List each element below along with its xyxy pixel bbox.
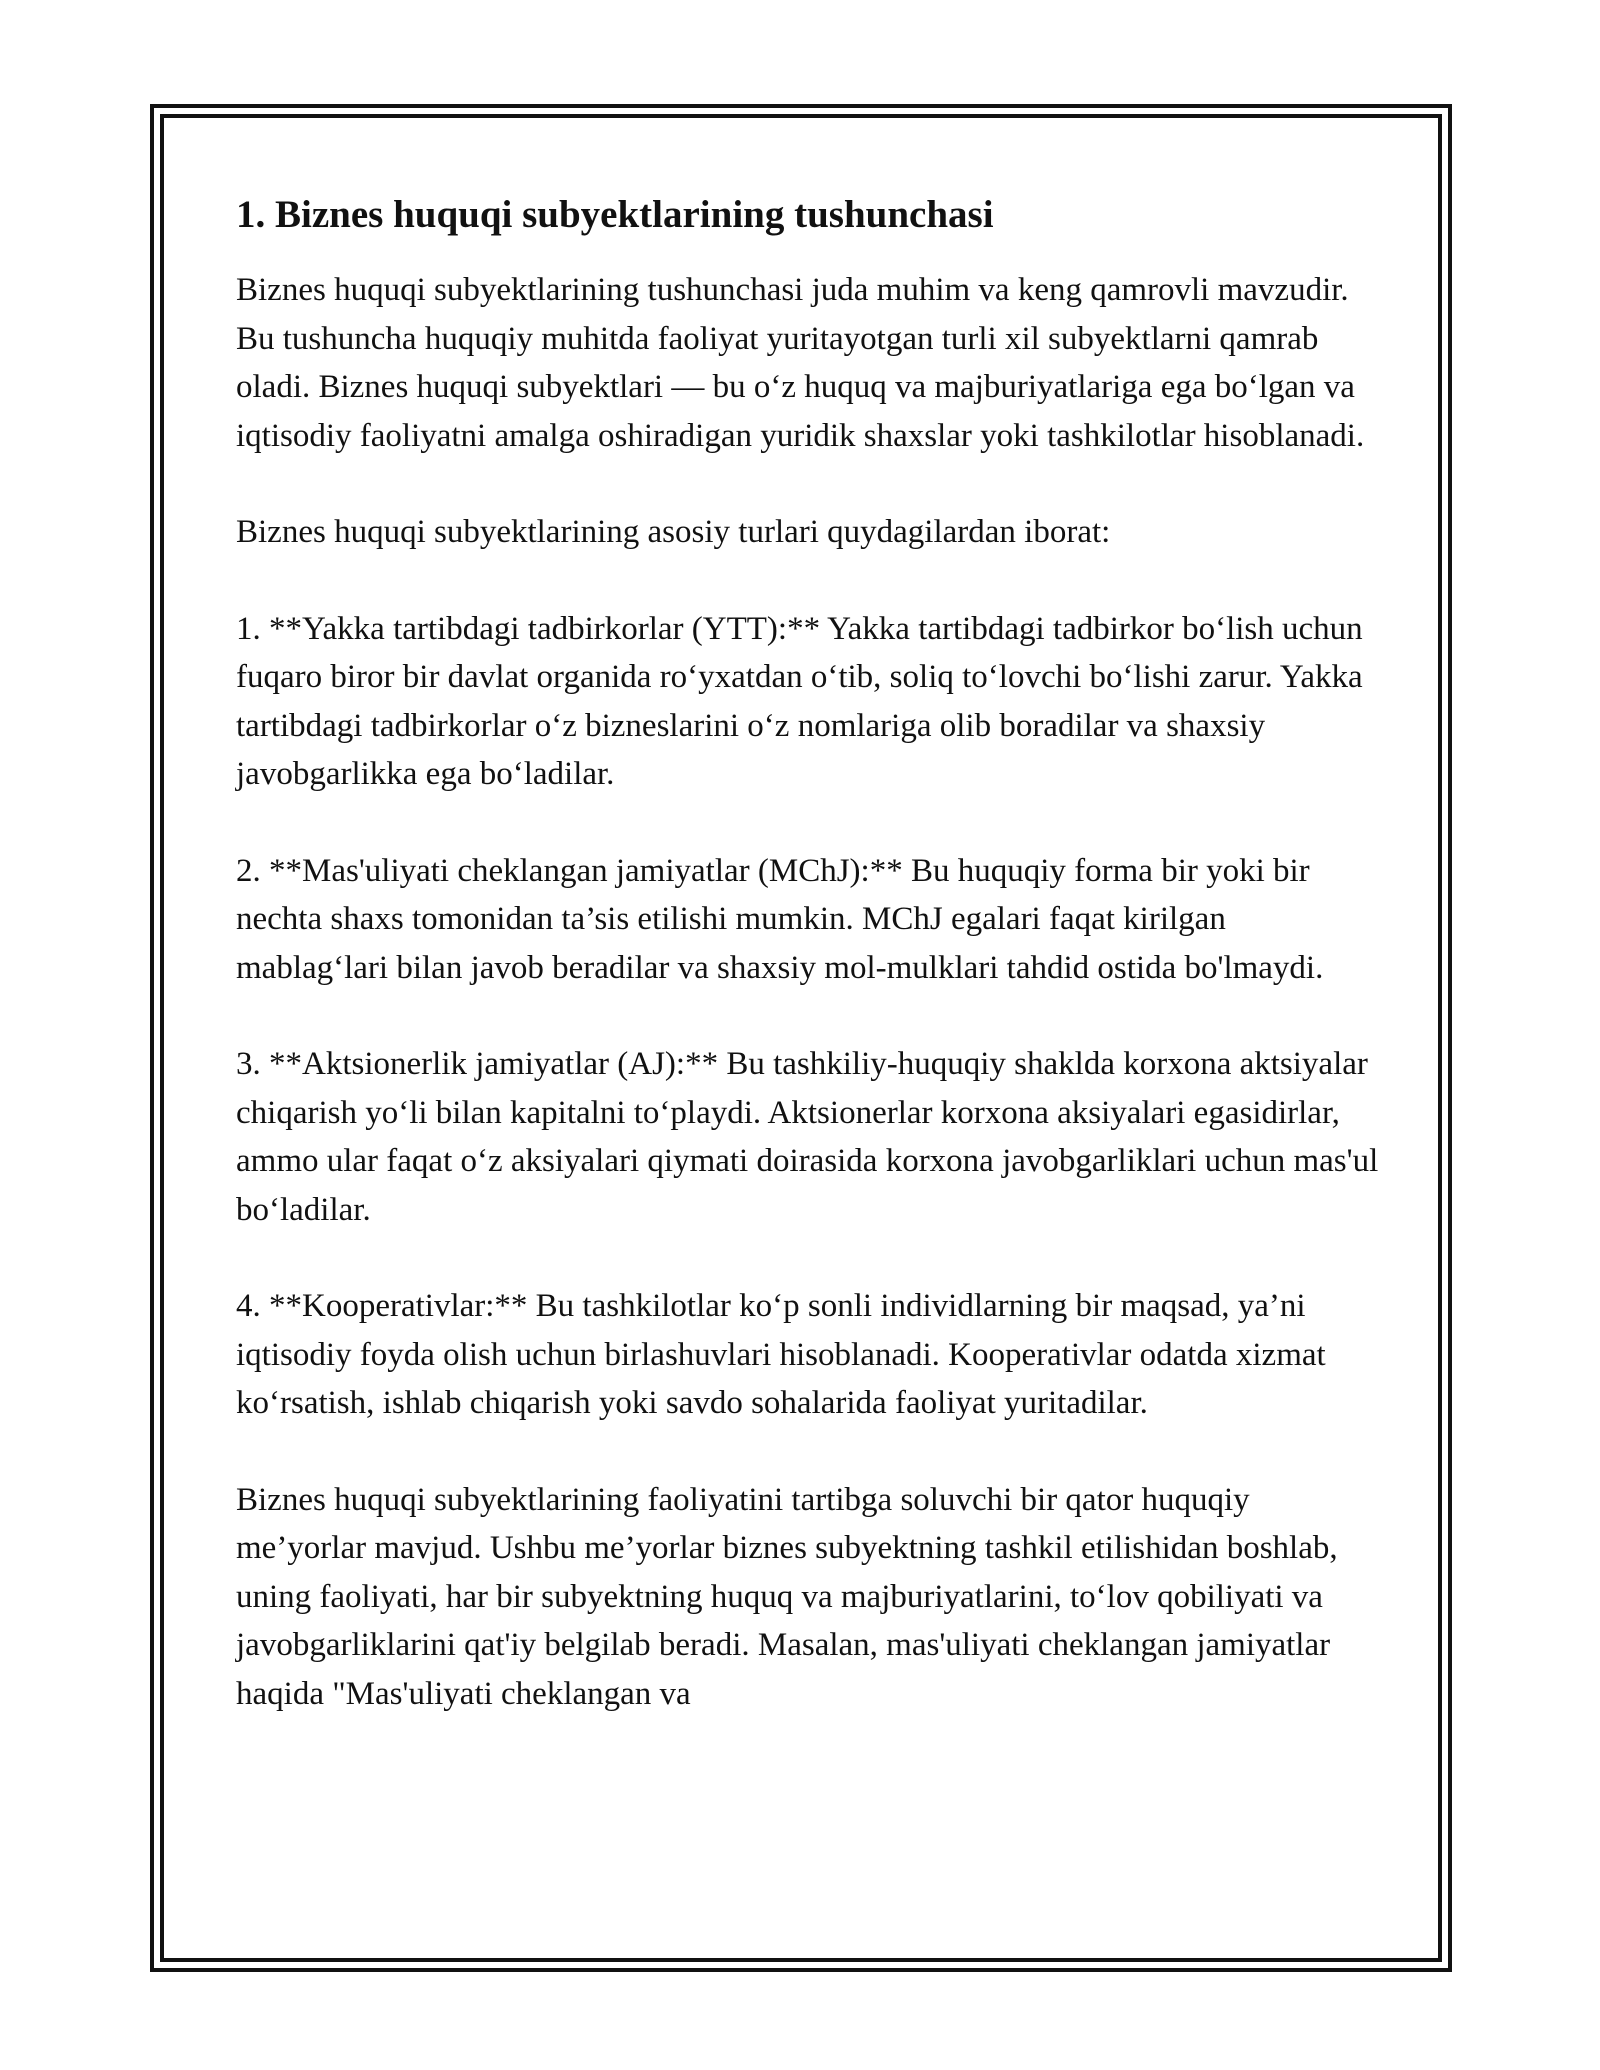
paragraph-ytt: 1. **Yakka tartibdagi tadbirkorlar (YTT):** Yakka tartibdagi tadbirkor bo‘lish uchun fuqaro biror bir davlat organida ro‘yxatdan o‘tib, soliq to‘lovchi bo‘lishi zarur. Yakka tartibdagi tadbirkorlar o‘z bizneslarini o‘z nomlariga olib boradilar va shaxsiy javobgarlikka ega bo‘ladilar. — [236, 610, 1363, 792]
paragraph-aj: 3. **Aktsionerlik jamiyatlar (AJ):** Bu tashkiliy-huquqiy shaklda korxona aktsiyalar chiqarish yo‘li bilan kapitalni to‘playdi. Aktsionerlar korxona aksiyalari egasidirlar, ammo ular faqat o‘z aksiyalari qiymati doirasida korxona javobgarliklari uchun mas'ul bo‘ladilar. — [236, 1046, 1379, 1228]
paragraph-intro: Biznes huquqi subyektlarining tushunchasi juda muhim va keng qamrovli mavzudir. Bu tushuncha huquqiy muhitda faoliyat yuritayotgan turli xil subyektlarni qamrab oladi. Biznes huquqi subyektlari — bu o‘z huquq va majburiyatlariga ega bo‘lgan va iqtisodiy faoliyatni amalga oshiradigan yuridik shaxslar yoki tashkilotlar hisoblanadi. — [236, 272, 1365, 454]
paragraph-mchj: 2. **Mas'uliyati cheklangan jamiyatlar (MChJ):** Bu huquqiy forma bir yoki bir nechta shaxs tomonidan ta’sis etilishi mumkin. MChJ egalari faqat kirilgan mablag‘lari bilan javob beradilar va shaxsiy mol-mulklari tahdid ostida bo'lmaydi. — [236, 852, 1324, 986]
document-body — [236, 188, 1386, 1766]
paragraph-types-intro: Biznes huquqi subyektlarining asosiy turlari quydagilardan iborat: — [236, 514, 1111, 550]
paragraph-regulation: Biznes huquqi subyektlarining faoliyatini tartibga soluvchi bir qator huquqiy me’yorlar mavjud. Ushbu me’yorlar biznes subyektning tashkil etilishidan boshlab, uning faoliyati, har bir subyektning huquq va majburiyatlarini, to‘lov qobiliyati va javobgarliklarini qat'iy belgilab beradi. Masalan, mas'uliyati cheklangan jamiyatlar haqida "Mas'uliyati cheklangan va — [236, 1481, 1338, 1712]
section-heading: 1. Biznes huquqi subyektlarining tushunchasi — [236, 193, 994, 236]
paragraph-cooperatives: 4. **Kooperativlar:** Bu tashkilotlar ko‘p sonli individlarning bir maqsad, ya’ni iqtisodiy foyda olish uchun birlashuvlari hisoblanadi. Kooperativlar odatda xizmat ko‘rsatish, ishlab chiqarish yoki savdo sohalarida faoliyat yuritadilar. — [236, 1288, 1326, 1421]
